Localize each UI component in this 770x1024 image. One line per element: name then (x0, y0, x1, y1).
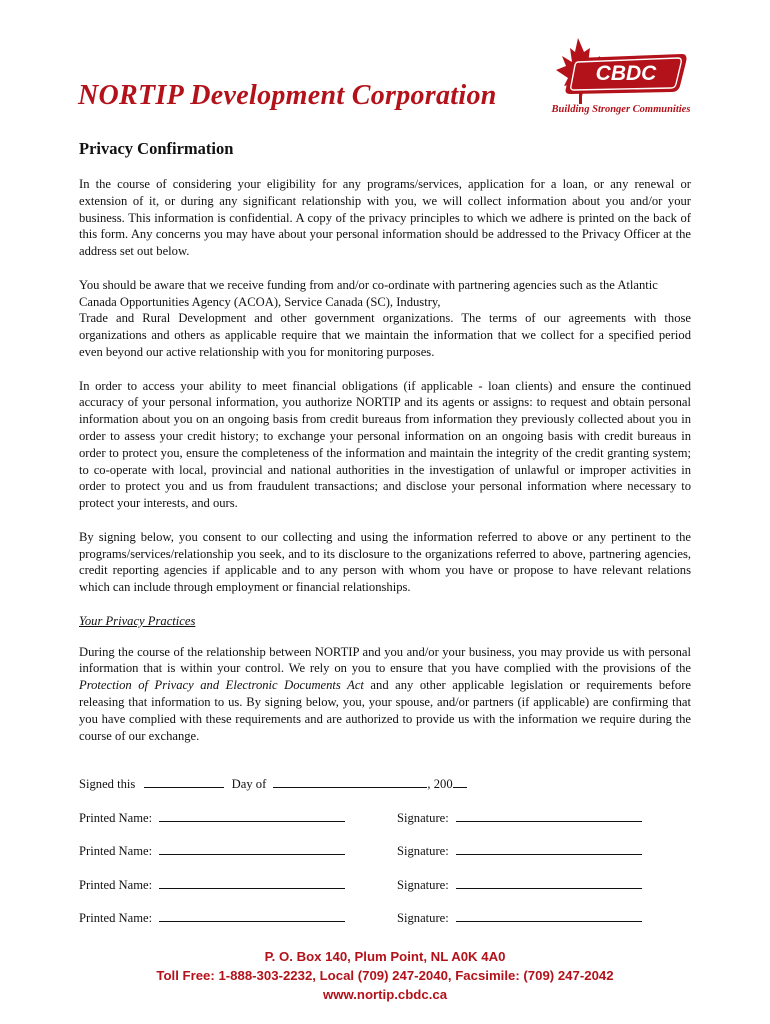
day-of-label: Day of (231, 777, 267, 791)
signed-this-label: Signed this (79, 777, 136, 791)
act-title: Protection of Privacy and Electronic Documents Act (79, 678, 364, 693)
signature-row-4 (79, 908, 345, 926)
signature-label: Signature: (397, 811, 449, 825)
document-body (79, 176, 691, 761)
subheading-privacy-practices: Your Privacy Practices (79, 613, 196, 628)
logo-text: CBDC (595, 62, 657, 85)
signature-cell-1 (397, 808, 642, 826)
signature-field-4[interactable] (456, 908, 642, 922)
company-name: NORTIP Development Corporation (78, 80, 497, 111)
year-field[interactable] (453, 774, 467, 788)
paragraph-collection: In the course of considering your eligibility for any programs/services, application for a loan, or any renewal or extension of it, or during any significant relationship with you, we will collect information about you and/or your business. This information is confidential. A copy of the privacy principles to which we adhere is printed on the back of this form. Any concerns you may have about your personal information should be addressed to the Privacy Officer at the address set out below. (79, 177, 691, 259)
practices-text-b: and any other applicable legislation or requirements before releasing that information to us. By signing below, you, your spouse, and/or partners (if applicable) are confirming that you have complied with these requirements and are authorized to provide us with the information we require during the course of our exchange. (79, 678, 691, 743)
printed-name-label: Printed Name: (79, 844, 153, 858)
paragraph-consent: By signing below, you consent to our collecting and using the information referred to above or any pertinent to the programs/services/relationship you seek, and to its disclosure to the organizations referred to above, partnering agencies, credit reporting agencies if applicable and to any person with whom you have or propose to have relevant relations which can include through employment or financial relationships. (79, 529, 691, 595)
printed-name-field-3[interactable] (159, 875, 345, 889)
month-field[interactable] (273, 774, 427, 788)
day-field[interactable] (144, 774, 224, 788)
printed-name-label: Printed Name: (79, 911, 153, 925)
paragraph-funding-part2: Trade and Rural Development and other government organizations. The terms of our agreements with those organizations and others as applicable require that we maintain the information that we collect for a specified period even beyond our active relationship with you for monitoring purposes. (79, 311, 691, 359)
printed-name-label: Printed Name: (79, 878, 153, 892)
signature-label: Signature: (397, 911, 449, 925)
logo-tagline: Building Stronger Communities (551, 104, 691, 115)
footer-website[interactable]: www.nortip.cbdc.ca (322, 987, 448, 1002)
paragraph-practices (79, 644, 691, 745)
cbdc-logo (546, 36, 696, 126)
printed-name-label: Printed Name: (79, 811, 153, 825)
signature-field-2[interactable] (456, 841, 642, 855)
footer-address: P. O. Box 140, Plum Point, NL A0K 4A0 (264, 949, 506, 964)
page-title: Privacy Confirmation (79, 139, 234, 158)
signature-field-3[interactable] (456, 875, 642, 889)
printed-name-field-4[interactable] (159, 908, 345, 922)
year-prefix: , 200 (427, 777, 453, 791)
signed-date-row (79, 774, 467, 792)
signature-label: Signature: (397, 878, 449, 892)
signature-cell-4 (397, 908, 642, 926)
signature-row-2 (79, 841, 345, 859)
signature-row-1 (79, 808, 345, 826)
signature-field-1[interactable] (456, 808, 642, 822)
printed-name-field-1[interactable] (159, 808, 345, 822)
signature-cell-3 (397, 875, 642, 893)
footer-contact (0, 947, 770, 1004)
signature-row-3 (79, 875, 345, 893)
printed-name-field-2[interactable] (159, 841, 345, 855)
signature-label: Signature: (397, 844, 449, 858)
practices-text-a: During the course of the relationship between NORTIP and you and/or your business, you may provide us with personal information that is within your control. We rely on you to ensure that you have complied with the provisions of the (79, 644, 691, 676)
footer-phone: Toll Free: 1-888-303-2232, Local (709) 247-2040, Facsimile: (709) 247-2042 (156, 968, 614, 983)
paragraph-credit: In order to access your ability to meet financial obligations (if applicable - loan clients) and ensure the continued accuracy of your personal information, you authorize NORTIP and its agents or assigns: to request and obtain personal information about you on an ongoing basis from credit bureaus from information they previously collected about you in order to assess your credit history; to exchange your personal information on an ongoing basis with credit bureaus in order to protect you, ensure the completeness of the information and maintain the integrity of the credit granting system; to co-operate with local, provincial and national authorities in the investigation of unlawful or improper activities in order to protect you and us from fraudulent transactions; and disclose your personal information where necessary to protect your interests, and ours. (79, 378, 691, 511)
paragraph-funding-part1: You should be aware that we receive funding from and/or co-ordinate with partnering agencies such as the Atlantic Canada Opportunities Agency (ACOA), Service Canada (SC), Industry, (79, 277, 658, 309)
signature-cell-2 (397, 841, 642, 859)
